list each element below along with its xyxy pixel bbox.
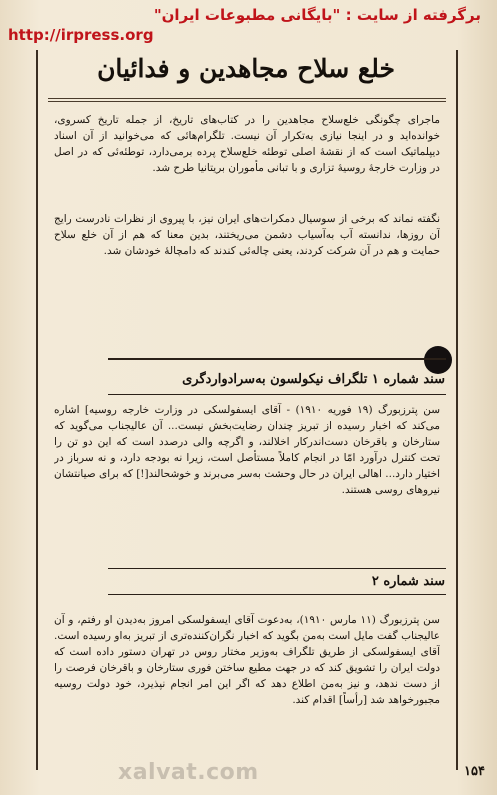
document-2-top-divider xyxy=(108,568,446,569)
intro-paragraph-1: ماجرای چگونگی خلع‌سلاح مجاهدین را در کتاب‌های تاریخ، از جمله تاریخ کسروی، خوانده‌اید و در اینجا نیازی به‌تکرار آن نیست. تلگرام‌هائی که می‌خوانید از آن اسناد دیپلماتیک است که از نقشهٔ اصلی توطئه خلع‌سلاح پرده برمی‌دارد، توطئه‌ئی که در اصل در وزارت خارجهٔ روسیهٔ تزاری و با تبانی مأموران بریتانیا طرح شد. xyxy=(54,114,440,174)
section-bullet-icon xyxy=(424,346,452,374)
page-title: خلع سلاح مجاهدین و فدائیان xyxy=(97,54,395,83)
intro-paragraph-2: نگفته نماند که برخی از سوسیال دمکرات‌های ایران نیز، با پیروی از نظرات نادرست رایج آن روزها، ندانسته آب به‌آسیاب دشمن می‌ریختند، بدین معنا که هم از آن خلع سلاح حمایت و هم در آن شرکت کردند، یعنی چاله‌ئی کندند که دامچالهٔ خودشان شد. xyxy=(54,213,440,257)
title-divider-double xyxy=(48,101,446,102)
source-watermark: برگرفته از سایت : "بایگانی مطبوعات ایران" xyxy=(153,6,481,24)
document-2-heading: سند شماره ۲ xyxy=(371,574,445,589)
section-divider xyxy=(108,358,446,360)
document-1-body: سن پترزبورگ (۱۹ فوریه ۱۹۱۰) - آقای ایسفولسکی در وزارت خارجه روسیه] اشاره می‌کند که اخبار رسیده از تبریز چندان رضایت‌بخش نیست... آن عالیجناب می‌گوید که ستارخان و باقرخان دست‌اندرکار اخلالند، و اگرچه والی درصدد است که این دو تن را تحت کنترل درآورد امّا در انجام کاملاً مستأصل است، زیرا نه بودجه دارد، و نه سرباز در اختیار دارد... اهالی ایران در حال وحشت به‌سر می‌برند و خوشحالند[!] که برای صیانتشان نیروهای روسی هستند. xyxy=(54,404,440,496)
document-1-heading: سند شماره ۱ تلگراف نیکولسون به‌سرادواردگری xyxy=(182,372,445,387)
source-url[interactable]: http://irpress.org xyxy=(8,26,154,44)
title-divider xyxy=(48,98,446,99)
document-1-divider xyxy=(108,394,446,395)
document-2-divider xyxy=(108,594,446,595)
bottom-watermark: xalvat.com xyxy=(118,760,259,785)
document-2-body: سن پترزبورگ (۱۱ مارس ۱۹۱۰)، به‌دعوت آقای ایسفولسکی امروز به‌دیدن او رفتم، و آن عالیجناب گفت مایل است به‌من بگوید که اخبار نگران‌کننده‌تری از تبریز به‌او رسیده است. آقای ایسفولسکی از طریق تلگراف به‌وزیر مختار روس در تهران دستور داده است که دولت ایران را تشویق کند که در جهت مطیع ساختن فوری ستارخان و باقرخان فرصت را از دست ندهد، و نیز به‌من اطلاع دهد که اگر این امر انجام نپذیرد، خود دولت روسیه مجبورخواهد شد [رأساً] اقدام کند. xyxy=(54,614,440,706)
page-number: ۱۵۴ xyxy=(464,764,485,779)
